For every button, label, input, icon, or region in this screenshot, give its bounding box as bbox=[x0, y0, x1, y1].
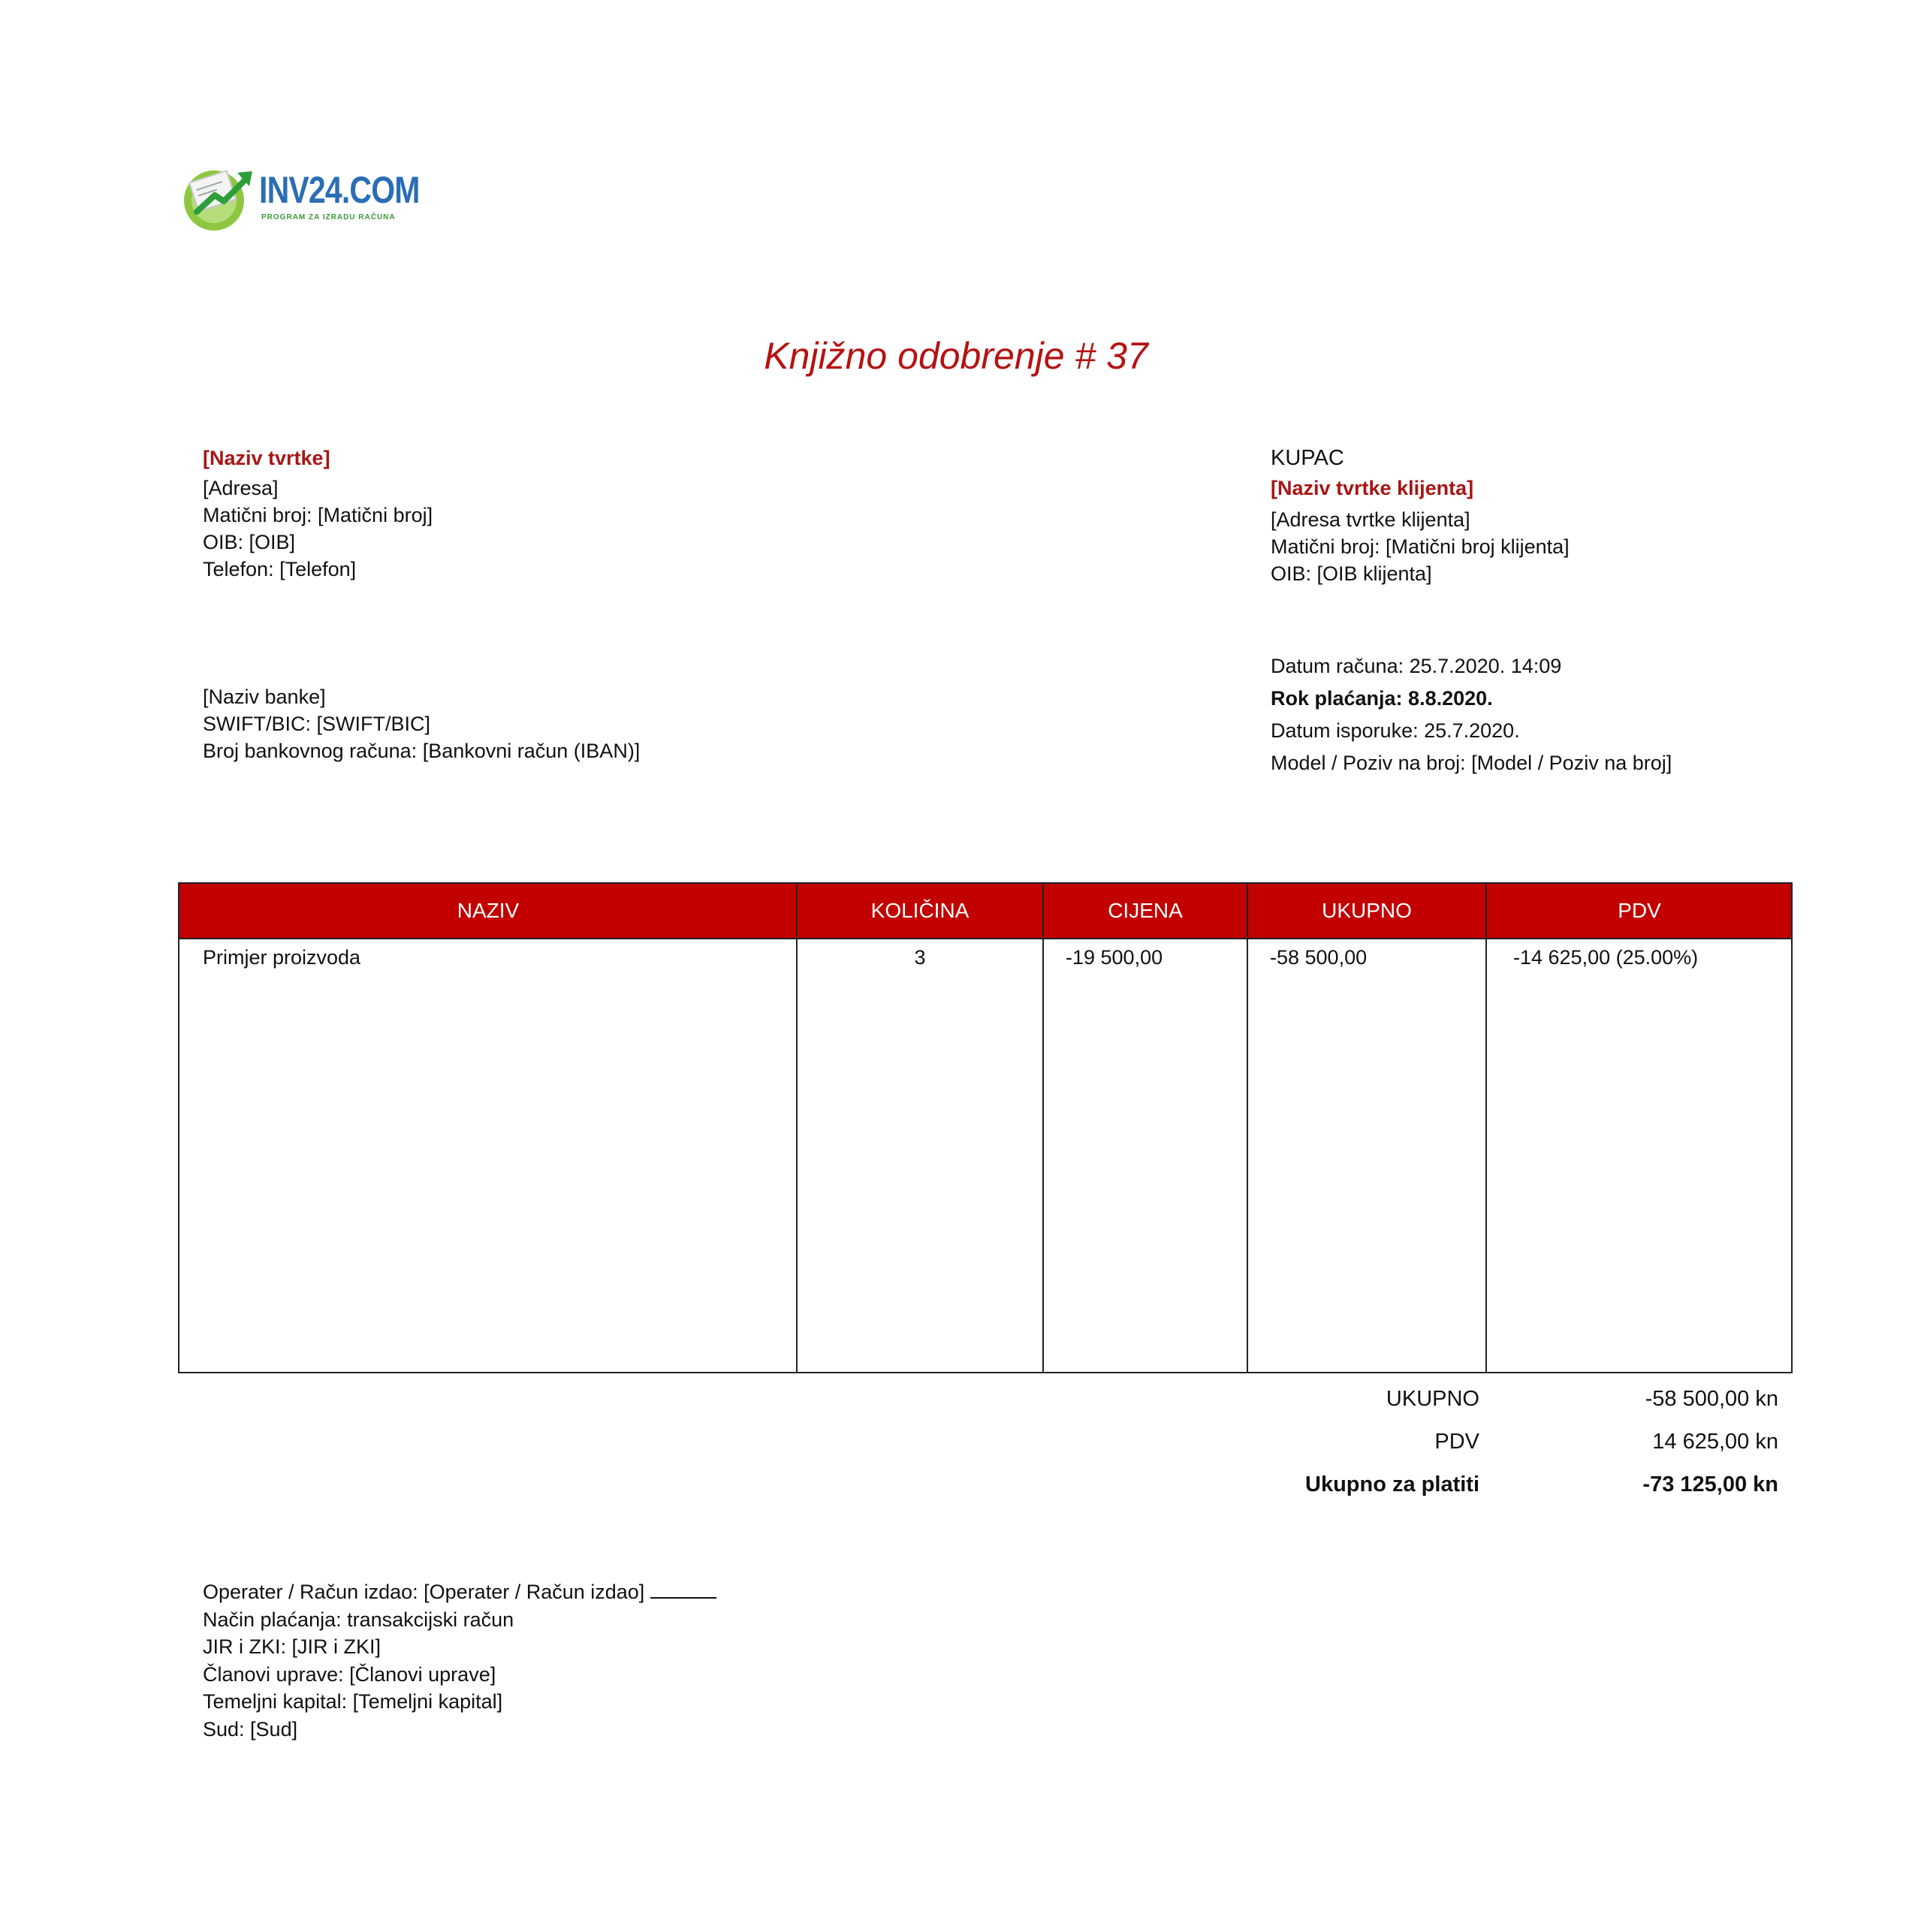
footer-jir-zki: JIR i ZKI: [JIR i ZKI] bbox=[203, 1635, 381, 1658]
col-header-cijena: CIJENA bbox=[1108, 899, 1183, 922]
col-header-pdv: PDV bbox=[1618, 899, 1661, 922]
invoice-date: Datum računa: 25.7.2020. 14:09 bbox=[1271, 655, 1562, 677]
seller-reg-no: Matični broj: [Matični broj] bbox=[203, 504, 433, 526]
footer-operator-text: Operater / Račun izdao: [Operater / Račun izdao] bbox=[203, 1581, 645, 1603]
items-table bbox=[178, 882, 1793, 1373]
footer-payment-method: Način plaćanja: transakcijski račun bbox=[203, 1608, 514, 1631]
seller-block bbox=[203, 445, 433, 583]
subtotal-value: -58 500,00 kn bbox=[1645, 1387, 1778, 1411]
cell-item-name: Primjer proizvoda bbox=[203, 946, 361, 969]
column-divider bbox=[1247, 884, 1248, 1372]
seller-address: [Adresa] bbox=[203, 477, 279, 499]
vat-label: PDV bbox=[1434, 1430, 1479, 1454]
buyer-block bbox=[1271, 445, 1570, 587]
seller-phone: Telefon: [Telefon] bbox=[203, 558, 357, 580]
bank-swift: SWIFT/BIC: [SWIFT/BIC] bbox=[203, 713, 430, 735]
footer-operator bbox=[203, 1578, 716, 1606]
column-divider bbox=[1485, 884, 1487, 1372]
cell-total: -58 500,00 bbox=[1270, 946, 1368, 969]
col-header-naziv: NAZIV bbox=[457, 899, 520, 922]
vat-value: 14 625,00 kn bbox=[1652, 1430, 1778, 1454]
company-logo bbox=[180, 159, 421, 234]
footer-capital: Temeljni kapital: [Temeljni kapital] bbox=[203, 1690, 503, 1713]
cell-quantity: 3 bbox=[914, 946, 926, 969]
buyer-reg-no: Matični broj: [Matični broj klijenta] bbox=[1271, 535, 1570, 558]
col-header-kolicina: KOLIČINA bbox=[870, 899, 970, 922]
buyer-name: [Naziv tvrtke klijenta] bbox=[1271, 477, 1474, 499]
grand-total-label: Ukupno za platiti bbox=[1305, 1472, 1479, 1496]
footer-board: Članovi uprave: [Članovi uprave] bbox=[203, 1662, 496, 1686]
cell-price: -19 500,00 bbox=[1066, 946, 1163, 969]
seller-oib: OIB: [OIB] bbox=[203, 531, 296, 553]
footer-block bbox=[203, 1578, 716, 1743]
logo-emblem-icon bbox=[180, 159, 255, 234]
footer-court: Sud: [Sud] bbox=[203, 1717, 298, 1741]
logo-brand-text: INV24.COM bbox=[259, 169, 420, 211]
delivery-date: Datum isporuke: 25.7.2020. bbox=[1271, 719, 1520, 742]
buyer-heading: KUPAC bbox=[1271, 446, 1344, 470]
col-header-ukupno: UKUPNO bbox=[1322, 899, 1412, 922]
bank-account: Broj bankovnog računa: [Bankovni račun (IBAN)] bbox=[203, 740, 641, 762]
logo-tagline: PROGRAM ZA IZRADU RAČUNA bbox=[261, 213, 396, 222]
bank-block bbox=[203, 683, 640, 764]
buyer-oib: OIB: [OIB klijenta] bbox=[1271, 562, 1432, 585]
seller-name: [Naziv tvrtke] bbox=[203, 447, 330, 469]
payment-reference: Model / Poziv na broj: [Model / Poziv na broj] bbox=[1271, 752, 1672, 774]
grand-total-value: -73 125,00 kn bbox=[1642, 1472, 1778, 1496]
dates-block bbox=[1271, 650, 1672, 779]
document-title: Knjižno odobrenje # 37 bbox=[764, 335, 1148, 377]
cell-vat: -14 625,00 (25.00%) bbox=[1513, 946, 1699, 969]
buyer-address: [Adresa tvrtke klijenta] bbox=[1271, 508, 1470, 531]
signature-line bbox=[650, 1581, 716, 1599]
table-header bbox=[179, 884, 1791, 939]
subtotal-label: UKUPNO bbox=[1386, 1387, 1479, 1411]
bank-name: [Naziv banke] bbox=[203, 686, 326, 708]
due-date: Rok plaćanja: 8.8.2020. bbox=[1271, 687, 1493, 710]
